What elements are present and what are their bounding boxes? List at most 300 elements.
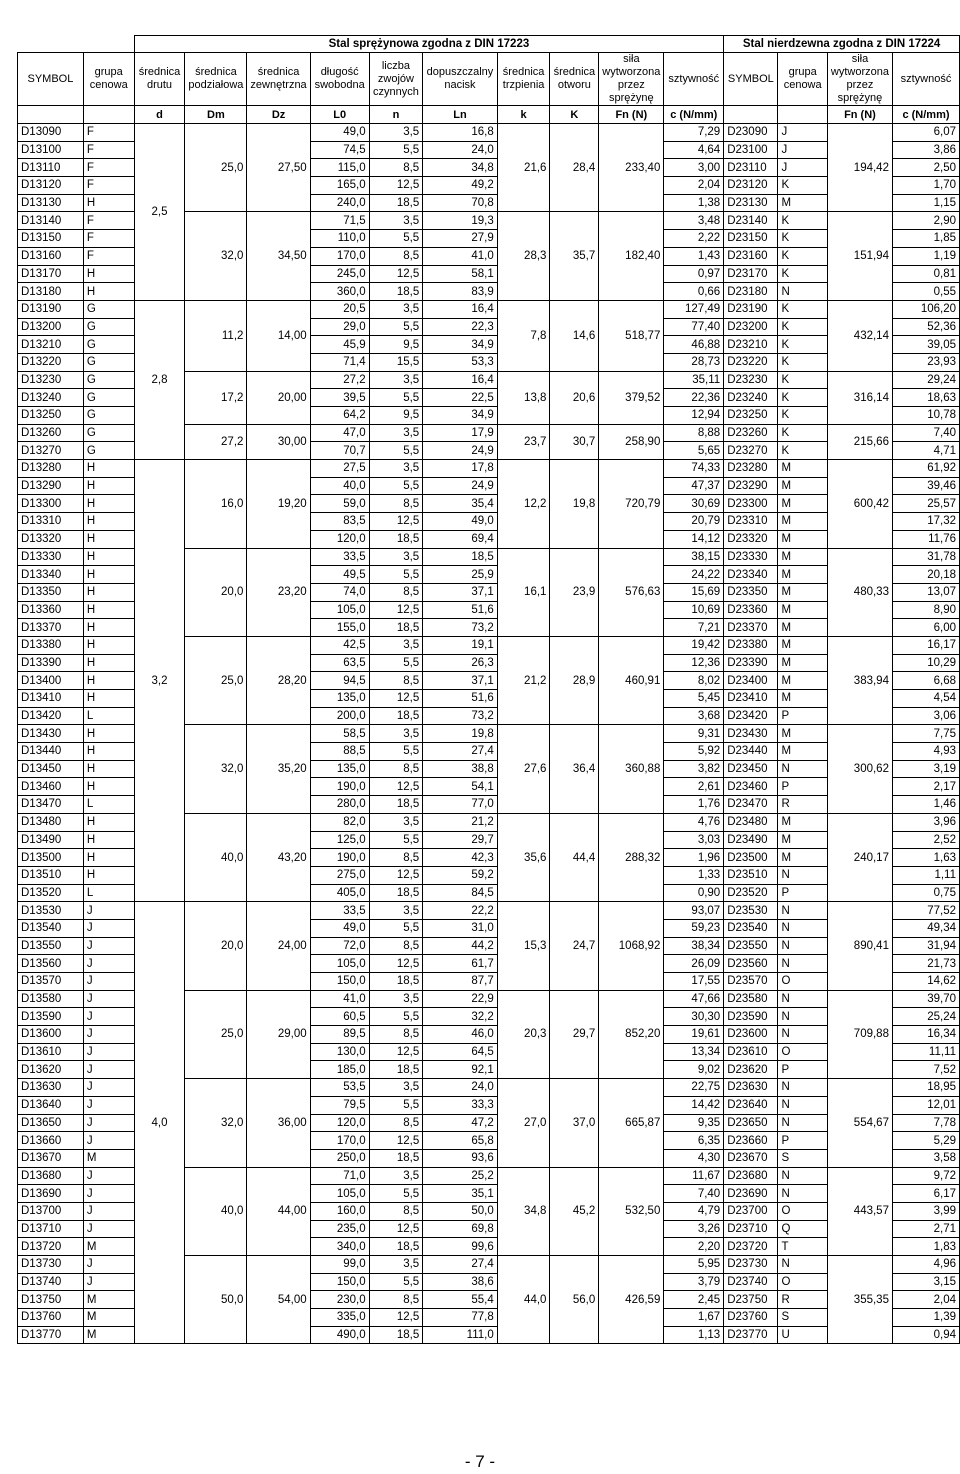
stainless-stiffness: 61,92 <box>892 460 959 478</box>
stainless-stiffness: 2,50 <box>892 159 959 177</box>
spring-symbol: D13550 <box>18 937 84 955</box>
active-coils: 5,5 <box>369 831 423 849</box>
spring-symbol: D13570 <box>18 973 84 991</box>
stainless-price-group: K <box>778 300 827 318</box>
column-header: dopuszczalny nacisk <box>423 53 498 106</box>
stainless-stiffness: 0,55 <box>892 283 959 301</box>
price-group: L <box>83 707 134 725</box>
active-coils: 8,5 <box>369 849 423 867</box>
price-group: J <box>83 1256 134 1274</box>
stainless-symbol: D23630 <box>724 1079 778 1097</box>
pitch-diameter: 16,0 <box>185 460 247 548</box>
price-group: J <box>83 902 134 920</box>
price-group: J <box>83 1061 134 1079</box>
stiffness: 1,67 <box>664 1309 724 1327</box>
stiffness: 1,38 <box>664 194 724 212</box>
allowed-load: 19,1 <box>423 636 498 654</box>
stainless-stiffness: 6,17 <box>892 1185 959 1203</box>
active-coils: 18,5 <box>369 884 423 902</box>
stiffness: 11,67 <box>664 1167 724 1185</box>
column-header: średnica podziałowa <box>185 53 247 106</box>
price-group: J <box>83 973 134 991</box>
active-coils: 5,5 <box>369 654 423 672</box>
mandrel-diameter: 20,3 <box>497 990 550 1078</box>
price-group: H <box>83 813 134 831</box>
spring-symbol: D13290 <box>18 477 84 495</box>
free-length: 82,0 <box>310 813 369 831</box>
spring-symbol: D13140 <box>18 212 84 230</box>
stainless-stiffness: 106,20 <box>892 300 959 318</box>
bore-diameter: 37,0 <box>550 1079 599 1167</box>
price-group: H <box>83 583 134 601</box>
active-coils: 3,5 <box>369 460 423 478</box>
unit-header <box>724 106 778 124</box>
spring-symbol: D13740 <box>18 1273 84 1291</box>
allowed-load: 27,4 <box>423 743 498 761</box>
stainless-symbol: D23370 <box>724 619 778 637</box>
stiffness: 1,13 <box>664 1326 724 1344</box>
active-coils: 3,5 <box>369 725 423 743</box>
unit-header-row <box>18 106 960 124</box>
price-group: J <box>83 1096 134 1114</box>
outer-diameter: 20,00 <box>247 371 310 424</box>
active-coils: 12,5 <box>369 177 423 195</box>
stainless-stiffness: 31,78 <box>892 548 959 566</box>
spring-symbol: D13400 <box>18 672 84 690</box>
stainless-price-group: P <box>778 1132 827 1150</box>
allowed-load: 37,1 <box>423 583 498 601</box>
free-length: 190,0 <box>310 849 369 867</box>
stainless-symbol: D23610 <box>724 1043 778 1061</box>
stiffness: 1,33 <box>664 866 724 884</box>
pitch-diameter: 40,0 <box>185 1167 247 1255</box>
free-length: 150,0 <box>310 1273 369 1291</box>
price-group: G <box>83 300 134 318</box>
active-coils: 3,5 <box>369 124 423 142</box>
free-length: 105,0 <box>310 955 369 973</box>
stainless-price-group: M <box>778 725 827 743</box>
stainless-symbol: D23190 <box>724 300 778 318</box>
stainless-spring-force: 215,66 <box>827 424 892 459</box>
spring-symbol: D13440 <box>18 743 84 761</box>
stainless-stiffness: 31,94 <box>892 937 959 955</box>
price-group: H <box>83 760 134 778</box>
stiffness: 5,65 <box>664 442 724 460</box>
mandrel-diameter: 35,6 <box>497 813 550 901</box>
spring-symbol: D13690 <box>18 1185 84 1203</box>
price-group: H <box>83 495 134 513</box>
stainless-spring-force: 151,94 <box>827 212 892 300</box>
stainless-stiffness: 2,71 <box>892 1220 959 1238</box>
free-length: 340,0 <box>310 1238 369 1256</box>
stainless-stiffness: 7,40 <box>892 424 959 442</box>
active-coils: 8,5 <box>369 760 423 778</box>
outer-diameter: 23,20 <box>247 548 310 636</box>
stiffness: 9,31 <box>664 725 724 743</box>
bore-diameter: 45,2 <box>550 1167 599 1255</box>
stiffness: 7,21 <box>664 619 724 637</box>
spring-force: 182,40 <box>599 212 664 300</box>
spring-symbol: D13130 <box>18 194 84 212</box>
unit-header: c (N/mm) <box>664 106 724 124</box>
stainless-stiffness: 29,24 <box>892 371 959 389</box>
price-group: J <box>83 1132 134 1150</box>
spring-symbol: D13210 <box>18 336 84 354</box>
spring-symbol: D13590 <box>18 1008 84 1026</box>
mandrel-diameter: 21,2 <box>497 636 550 724</box>
active-coils: 5,5 <box>369 141 423 159</box>
stainless-price-group: M <box>778 194 827 212</box>
unit-header: c (N/mm) <box>892 106 959 124</box>
active-coils: 12,5 <box>369 601 423 619</box>
allowed-load: 93,6 <box>423 1149 498 1167</box>
free-length: 110,0 <box>310 230 369 248</box>
spring-symbol: D13160 <box>18 247 84 265</box>
stainless-price-group: K <box>778 407 827 425</box>
stainless-symbol: D23680 <box>724 1167 778 1185</box>
stainless-stiffness: 1,63 <box>892 849 959 867</box>
free-length: 71,5 <box>310 212 369 230</box>
stainless-price-group: N <box>778 902 827 920</box>
header-blank <box>83 36 134 53</box>
pitch-diameter: 25,0 <box>185 636 247 724</box>
stainless-spring-force: 432,14 <box>827 300 892 371</box>
allowed-load: 64,5 <box>423 1043 498 1061</box>
stainless-symbol: D23400 <box>724 672 778 690</box>
active-coils: 18,5 <box>369 283 423 301</box>
stainless-stiffness: 1,39 <box>892 1309 959 1327</box>
active-coils: 3,5 <box>369 548 423 566</box>
stiffness: 2,20 <box>664 1238 724 1256</box>
stainless-symbol: D23440 <box>724 743 778 761</box>
stainless-price-group: J <box>778 159 827 177</box>
active-coils: 3,5 <box>369 300 423 318</box>
stainless-stiffness: 11,11 <box>892 1043 959 1061</box>
price-group: H <box>83 194 134 212</box>
price-group: J <box>83 919 134 937</box>
stainless-stiffness: 39,46 <box>892 477 959 495</box>
price-group: L <box>83 796 134 814</box>
allowed-load: 24,9 <box>423 442 498 460</box>
active-coils: 8,5 <box>369 1202 423 1220</box>
stainless-spring-force: 600,42 <box>827 460 892 548</box>
stiffness: 0,66 <box>664 283 724 301</box>
stainless-stiffness: 4,54 <box>892 690 959 708</box>
bore-diameter: 19,8 <box>550 460 599 548</box>
free-length: 335,0 <box>310 1309 369 1327</box>
active-coils: 12,5 <box>369 955 423 973</box>
stiffness: 24,22 <box>664 566 724 584</box>
stiffness: 7,40 <box>664 1185 724 1203</box>
stainless-symbol: D23600 <box>724 1026 778 1044</box>
stainless-price-group: M <box>778 548 827 566</box>
stainless-stiffness: 9,72 <box>892 1167 959 1185</box>
stiffness: 7,29 <box>664 124 724 142</box>
stainless-stiffness: 14,62 <box>892 973 959 991</box>
allowed-load: 31,0 <box>423 919 498 937</box>
stiffness: 0,97 <box>664 265 724 283</box>
stainless-symbol: D23540 <box>724 919 778 937</box>
spring-symbol: D13110 <box>18 159 84 177</box>
spring-force: 665,87 <box>599 1079 664 1167</box>
stiffness: 47,37 <box>664 477 724 495</box>
outer-diameter: 44,00 <box>247 1167 310 1255</box>
free-length: 94,5 <box>310 672 369 690</box>
stainless-price-group: N <box>778 937 827 955</box>
allowed-load: 111,0 <box>423 1326 498 1344</box>
stainless-price-group: N <box>778 1096 827 1114</box>
allowed-load: 83,9 <box>423 283 498 301</box>
pitch-diameter: 32,0 <box>185 212 247 300</box>
price-group: H <box>83 672 134 690</box>
free-length: 33,5 <box>310 548 369 566</box>
stainless-symbol: D23560 <box>724 955 778 973</box>
stainless-price-group: M <box>778 849 827 867</box>
mandrel-diameter: 27,0 <box>497 1079 550 1167</box>
free-length: 155,0 <box>310 619 369 637</box>
stainless-price-group: M <box>778 672 827 690</box>
bore-diameter: 20,6 <box>550 371 599 424</box>
spring-force: 288,32 <box>599 813 664 901</box>
stainless-stiffness: 2,90 <box>892 212 959 230</box>
column-header: grupa cenowa <box>778 53 827 106</box>
active-coils: 18,5 <box>369 530 423 548</box>
active-coils: 12,5 <box>369 265 423 283</box>
stainless-stiffness: 12,01 <box>892 1096 959 1114</box>
table-row <box>18 124 960 142</box>
active-coils: 18,5 <box>369 707 423 725</box>
stainless-price-group: N <box>778 919 827 937</box>
stainless-stiffness: 2,17 <box>892 778 959 796</box>
stainless-price-group: J <box>778 141 827 159</box>
stainless-symbol: D23700 <box>724 1202 778 1220</box>
stainless-symbol: D23280 <box>724 460 778 478</box>
stiffness: 3,03 <box>664 831 724 849</box>
free-length: 45,9 <box>310 336 369 354</box>
spring-force: 233,40 <box>599 124 664 212</box>
active-coils: 8,5 <box>369 1026 423 1044</box>
column-header: siła wytworzona przez sprężynę <box>599 53 664 106</box>
stainless-price-group: M <box>778 477 827 495</box>
price-group: H <box>83 477 134 495</box>
stainless-stiffness: 18,95 <box>892 1079 959 1097</box>
active-coils: 8,5 <box>369 1291 423 1309</box>
stiffness: 12,36 <box>664 654 724 672</box>
allowed-load: 58,1 <box>423 265 498 283</box>
stainless-price-group: N <box>778 1079 827 1097</box>
active-coils: 18,5 <box>369 796 423 814</box>
table-row <box>18 460 960 478</box>
allowed-load: 51,6 <box>423 601 498 619</box>
free-length: 27,5 <box>310 460 369 478</box>
stiffness: 28,73 <box>664 353 724 371</box>
active-coils: 9,5 <box>369 407 423 425</box>
stainless-stiffness: 3,19 <box>892 760 959 778</box>
stainless-stiffness: 39,70 <box>892 990 959 1008</box>
allowed-load: 33,3 <box>423 1096 498 1114</box>
stainless-price-group: Q <box>778 1220 827 1238</box>
spring-force: 460,91 <box>599 636 664 724</box>
unit-header: L0 <box>310 106 369 124</box>
stainless-price-group: K <box>778 318 827 336</box>
price-group: M <box>83 1326 134 1344</box>
stiffness: 14,12 <box>664 530 724 548</box>
stainless-stiffness: 20,18 <box>892 566 959 584</box>
stiffness: 22,75 <box>664 1079 724 1097</box>
column-header: średnica drutu <box>134 53 185 106</box>
free-length: 27,2 <box>310 371 369 389</box>
active-coils: 18,5 <box>369 194 423 212</box>
free-length: 105,0 <box>310 601 369 619</box>
stainless-price-group: O <box>778 1202 827 1220</box>
stainless-spring-force: 890,41 <box>827 902 892 990</box>
stainless-price-group: P <box>778 884 827 902</box>
allowed-load: 77,0 <box>423 796 498 814</box>
stainless-symbol: D23490 <box>724 831 778 849</box>
stainless-price-group: S <box>778 1309 827 1327</box>
allowed-load: 34,8 <box>423 159 498 177</box>
bore-diameter: 24,7 <box>550 902 599 990</box>
active-coils: 5,5 <box>369 477 423 495</box>
stainless-symbol: D23390 <box>724 654 778 672</box>
spring-symbol: D13480 <box>18 813 84 831</box>
stainless-symbol: D23100 <box>724 141 778 159</box>
stiffness: 14,42 <box>664 1096 724 1114</box>
stainless-symbol: D23350 <box>724 583 778 601</box>
spring-symbol: D13260 <box>18 424 84 442</box>
spring-symbol: D13730 <box>18 1256 84 1274</box>
stainless-symbol: D23660 <box>724 1132 778 1150</box>
free-length: 49,0 <box>310 919 369 937</box>
stainless-price-group: M <box>778 513 827 531</box>
stainless-stiffness: 1,46 <box>892 796 959 814</box>
stainless-stiffness: 1,19 <box>892 247 959 265</box>
allowed-load: 47,2 <box>423 1114 498 1132</box>
price-group: J <box>83 1185 134 1203</box>
spring-force: 532,50 <box>599 1167 664 1255</box>
stainless-price-group: J <box>778 124 827 142</box>
stainless-symbol: D23670 <box>724 1149 778 1167</box>
stiffness: 12,94 <box>664 407 724 425</box>
stainless-stiffness: 13,07 <box>892 583 959 601</box>
price-group: J <box>83 1079 134 1097</box>
stainless-symbol: D23220 <box>724 353 778 371</box>
stainless-spring-force: 480,33 <box>827 548 892 636</box>
stiffness: 1,43 <box>664 247 724 265</box>
allowed-load: 50,0 <box>423 1202 498 1220</box>
free-length: 74,5 <box>310 141 369 159</box>
allowed-load: 38,6 <box>423 1273 498 1291</box>
table-row <box>18 300 960 318</box>
spring-force: 379,52 <box>599 371 664 424</box>
allowed-load: 69,8 <box>423 1220 498 1238</box>
price-group: M <box>83 1291 134 1309</box>
stainless-price-group: N <box>778 1167 827 1185</box>
active-coils: 12,5 <box>369 690 423 708</box>
stainless-symbol: D23210 <box>724 336 778 354</box>
stainless-symbol: D23310 <box>724 513 778 531</box>
allowed-load: 32,2 <box>423 1008 498 1026</box>
active-coils: 18,5 <box>369 973 423 991</box>
stainless-stiffness: 3,96 <box>892 813 959 831</box>
stainless-symbol: D23460 <box>724 778 778 796</box>
stainless-stiffness: 3,06 <box>892 707 959 725</box>
spring-symbol: D13700 <box>18 1202 84 1220</box>
stainless-stiffness: 4,96 <box>892 1256 959 1274</box>
stainless-price-group: K <box>778 442 827 460</box>
stainless-price-group: R <box>778 796 827 814</box>
allowed-load: 61,7 <box>423 955 498 973</box>
active-coils: 5,5 <box>369 230 423 248</box>
outer-diameter: 34,50 <box>247 212 310 300</box>
active-coils: 5,5 <box>369 919 423 937</box>
allowed-load: 99,6 <box>423 1238 498 1256</box>
stainless-symbol: D23640 <box>724 1096 778 1114</box>
stainless-stiffness: 21,73 <box>892 955 959 973</box>
stainless-price-group: K <box>778 177 827 195</box>
outer-diameter: 19,20 <box>247 460 310 548</box>
spring-symbol: D13670 <box>18 1149 84 1167</box>
stiffness: 2,04 <box>664 177 724 195</box>
stainless-stiffness: 7,52 <box>892 1061 959 1079</box>
stainless-stiffness: 0,75 <box>892 884 959 902</box>
stiffness: 5,95 <box>664 1256 724 1274</box>
stainless-price-group: N <box>778 866 827 884</box>
price-group: F <box>83 230 134 248</box>
stainless-stiffness: 7,78 <box>892 1114 959 1132</box>
price-group: H <box>83 654 134 672</box>
free-length: 405,0 <box>310 884 369 902</box>
unit-header <box>18 106 84 124</box>
stainless-stiffness: 25,24 <box>892 1008 959 1026</box>
active-coils: 15,5 <box>369 353 423 371</box>
stainless-symbol: D23090 <box>724 124 778 142</box>
active-coils: 12,5 <box>369 513 423 531</box>
column-header-row <box>18 53 960 106</box>
stainless-symbol: D23240 <box>724 389 778 407</box>
allowed-load: 73,2 <box>423 707 498 725</box>
spring-force: 1068,92 <box>599 902 664 990</box>
active-coils: 3,5 <box>369 212 423 230</box>
price-group: M <box>83 1238 134 1256</box>
table-body <box>18 124 960 1344</box>
column-header: sztywność <box>892 53 959 106</box>
price-group: H <box>83 283 134 301</box>
free-length: 160,0 <box>310 1202 369 1220</box>
spring-symbol: D13190 <box>18 300 84 318</box>
column-header: średnica otworu <box>550 53 599 106</box>
free-length: 200,0 <box>310 707 369 725</box>
allowed-load: 92,1 <box>423 1061 498 1079</box>
price-group: J <box>83 1167 134 1185</box>
allowed-load: 54,1 <box>423 778 498 796</box>
spring-symbol: D13410 <box>18 690 84 708</box>
price-group: J <box>83 1114 134 1132</box>
mandrel-diameter: 23,7 <box>497 424 550 459</box>
stainless-price-group: M <box>778 654 827 672</box>
stiffness: 26,09 <box>664 955 724 973</box>
mandrel-diameter: 27,6 <box>497 725 550 813</box>
stainless-stiffness: 18,63 <box>892 389 959 407</box>
stainless-price-group: N <box>778 1256 827 1274</box>
stainless-price-group: M <box>778 601 827 619</box>
allowed-load: 18,5 <box>423 548 498 566</box>
price-group: F <box>83 247 134 265</box>
mandrel-diameter: 16,1 <box>497 548 550 636</box>
column-header: SYMBOL <box>724 53 778 106</box>
stiffness: 8,02 <box>664 672 724 690</box>
spring-symbol: D13350 <box>18 583 84 601</box>
